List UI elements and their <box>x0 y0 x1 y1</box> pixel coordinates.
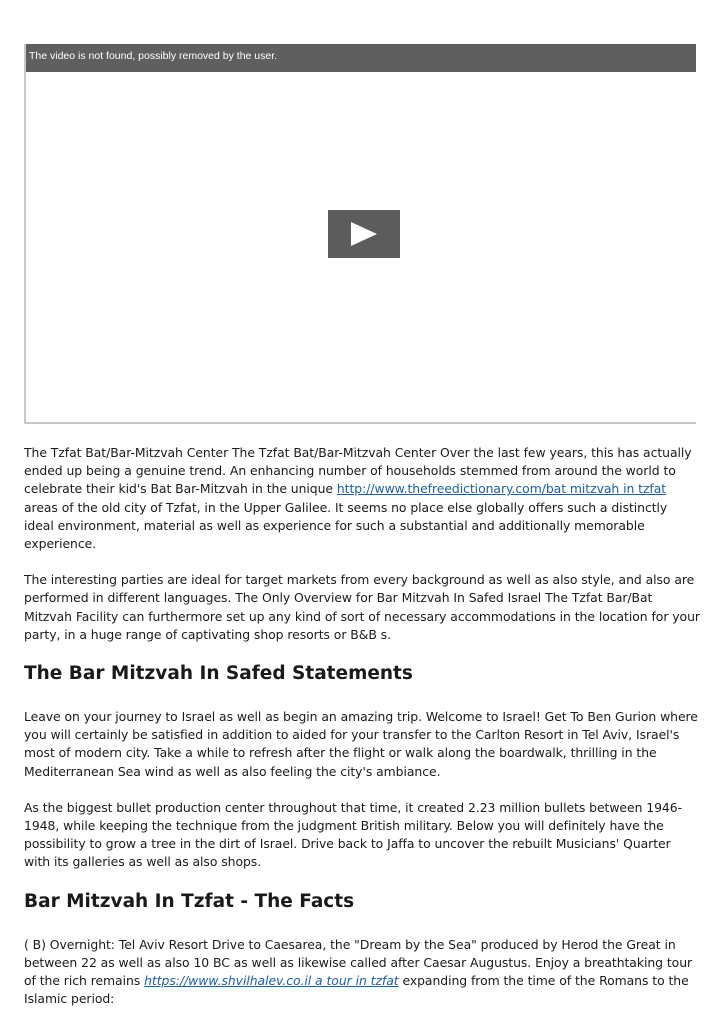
video-error-message: The video is not found, possibly removed by the user. <box>26 44 696 72</box>
paragraph-text: expanding from the time of the Romans to the Islamic period: <box>24 973 689 1007</box>
paragraph: As the biggest bullet production center throughout that time, it created 2.23 million bullets between 1946- 1948, while keeping the technique from the judgment British military. Below you will definitely have the possibility to grow a tree in the dirt of Israel. Drive back to Jaffa to uncover the rebuilt Musicians' Quarter with its galleries as well as also shops. <box>24 799 683 870</box>
paragraph <box>24 444 700 553</box>
article-body <box>24 444 700 1026</box>
video-player[interactable] <box>24 44 696 424</box>
paragraph: The interesting parties are ideal for target markets from every background as well as also style, and also are performed in different languages. The Only Overview for Bar Mitzvah In Safed Israel The Tzfat Bar/Bat Mitzvah Facility can furthermore set up any kind of sort of necessary accommodations in the location for your party, in a huge range of captivating shop resorts or B&B s. <box>24 572 700 642</box>
paragraph <box>24 936 700 1009</box>
section-heading: The Bar Mitzvah In Safed Statements <box>24 663 413 685</box>
tour-link[interactable]: https://www.shvilhalev.co.il a tour in tzfat <box>144 973 399 989</box>
paragraph-text: areas of the old city of Tzfat, in the Upper Galilee. It seems no place else globally offers such a distinctly ideal environment, material as well as experience for such a substantial and additionally memorable experience. <box>24 499 668 552</box>
paragraph-text: The Tzfat Bat/Bar-Mitzvah Center The Tzfat Bat/Bar-Mitzvah Center Over the last few years, this has actually ended up being a genuine trend. An enhancing number of households stemmed from around the world to celebrate their kid's Bat Bar-Mitzvah in the unique <box>24 445 692 497</box>
play-button[interactable] <box>328 210 400 258</box>
dictionary-link[interactable]: http://www.thefreedictionary.com/bat mitzvah in tzfat <box>336 481 667 497</box>
section-heading: Bar Mitzvah In Tzfat - The Facts <box>24 890 355 912</box>
paragraph: Leave on your journey to Israel as well as begin an amazing trip. Welcome to Israel! Get To Ben Gurion where you will certainly be satisfied in addition to aided for your transfer to the Carlton Resort in Tel Aviv, Israel's most of modern city. Take a while to refresh after the flight or walk along the boardwalk, thrilling in the Mediterranean Sea wind as well as also feeling the city's ambiance. <box>24 709 698 779</box>
paragraph-text: ( B) Overnight: Tel Aviv Resort Drive to Caesarea, the "Dream by the Sea" produced by Herod the Great in between 22 as well as also 10 BC as well as likewise called after Caesar Augustus. Enjoy a breathtaking tour of the rich remains <box>24 936 693 989</box>
play-icon <box>351 222 377 246</box>
